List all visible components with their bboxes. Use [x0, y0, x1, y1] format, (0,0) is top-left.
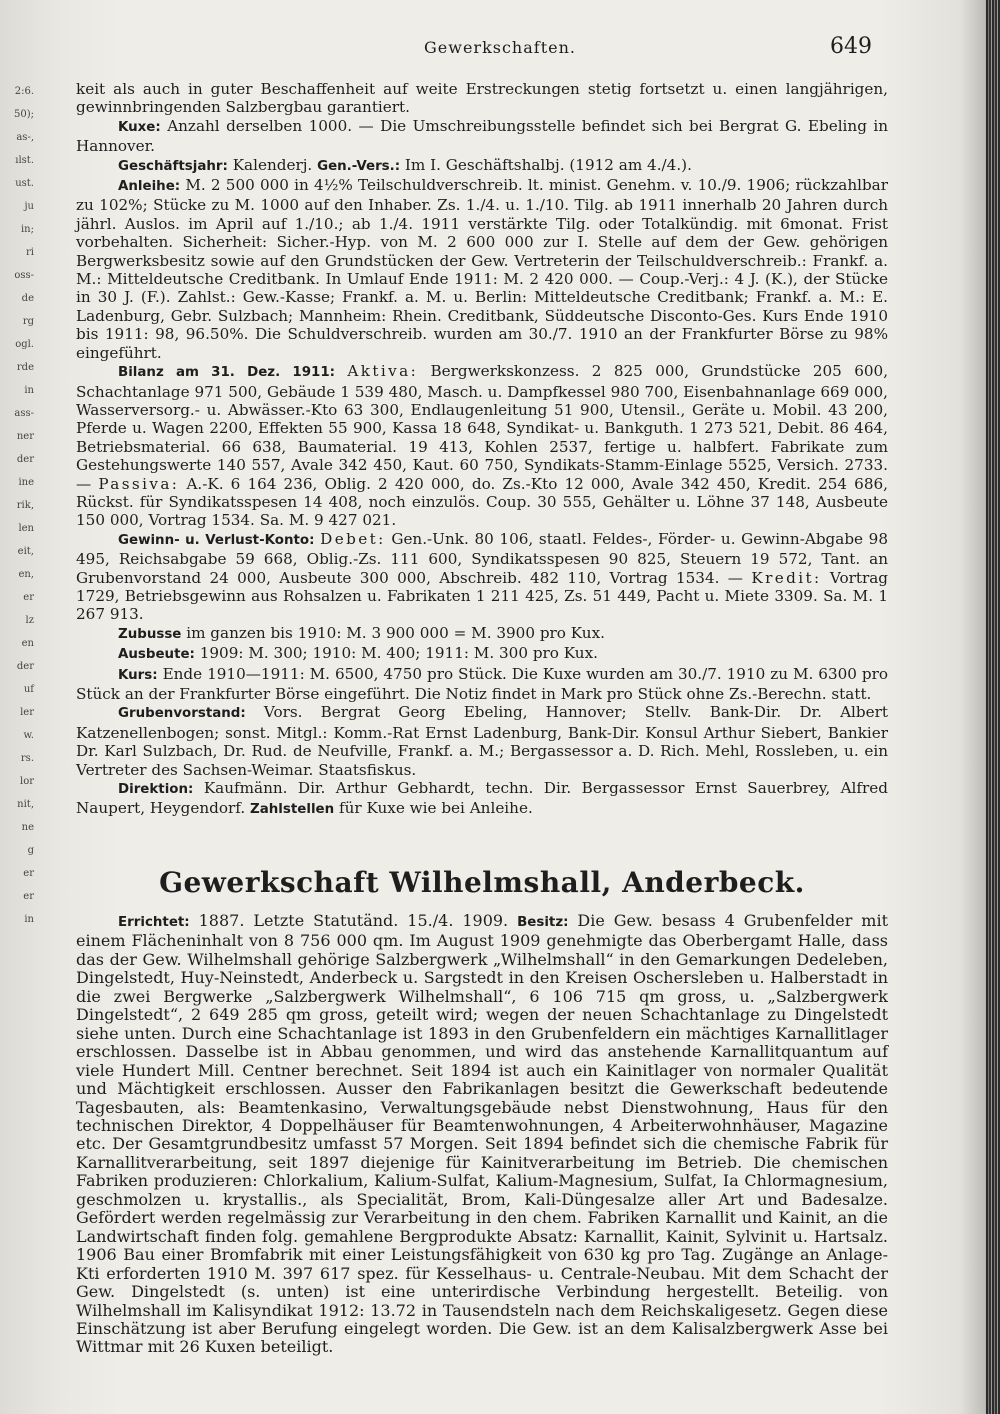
margin-fragment: rs.: [20, 753, 34, 764]
margin-fragment: in: [24, 385, 34, 396]
text-run: Bergwerkskonzess. 2 825 000, Grundstücke 205 600, Schachtanlage 971 500, Gebäude 1 539 480, Masch. u. Dampfkessel 980 700, Eisenbahnanlage 669 000, Wasserversorg.- u. Abwässer.-Kto 63 300, Endlaugenleitung 51 900, Utensil., Geräte u. Mobil. 43 200, Pferde u. Wagen 2200, Effekten 55 900, Kassa 18 648, Syndikat- u. Bankguth. 1 273 521, Debit. 86 464, Betriebsmaterial. 66 638, Baumaterial. 19 413, Kohlen 2537, fertige u. halbfert. Fabrikate zum Gestehungswerte 140 557, Avale 342 450, Kaut. 60 750, Syndikats-Stamm-Einlage 5525, Versich. 2733. —: [76, 362, 889, 493]
margin-fragment: er: [23, 868, 34, 879]
margin-fragment: in: [24, 914, 34, 925]
text-run: 1887. Letzte Statutänd. 15./4. 1909.: [198, 911, 509, 930]
paragraph-guv: [76, 530, 888, 624]
paragraph-geschaeftsjahr: [76, 156, 888, 176]
margin-fragment: lor: [20, 776, 34, 787]
text-run: A.-K. 6 164 236, Oblig. 2 420 000, do. Zs.-Kto 12 000, Avale 342 450, Kredit. 254 686, Rückst. für Syndikatsspesen 14 408, noch einzulös. Coup. 30 555, Gehälter u. Löhne 37 148, Ausbeute 150 000, Vortrag 1534. Sa. M. 9 427 021.: [76, 474, 888, 530]
label: Errichtet:: [118, 915, 190, 930]
paragraph-kuxe: [76, 117, 888, 156]
label: Direktion:: [118, 782, 194, 798]
text-run: M. 2 500 000 in 4½% Teilschuldverschreib. lt. minist. Genehm. v. 10./9. 1906; rückzahlbar zu 102%; Stücke zu M. 1000 auf den Inhaber. Zs. 1./4. u. 1./10. Tilg. ab 1911 innerhalb 20 Jahren durch jährl. Auslos. im April auf 1./10.; ab 1./4. 1911 verstärkte Tilg. oder Totalkündig. mit 6monat. Frist vorbehalten. Sicherheit: Sicher.-Hyp. von M. 2 600 000 zur I. Stelle auf dem der Gew. gehörigen Bergwerksbesitz sowie auf den Grundstücken der Gew. Vertreterin der Teilschuldverschreib.: Frankf. a. M.: Mitteldeutsche Creditbank. In Umlauf Ende 1911: M. 2 420 000. — Coup.-Verj.: 4 J. (K.), der Stücke in 30 J. (F.). Zahlst.: Gew.-Kasse; Frankf. a. M. u. Berlin: Mitteldeutsche Creditbank; Frankf. a. M.: E. Ladenburg, Gebr. Sulzbach; Mannheim: Rhein. Creditbank, Süddeutsche Disconto-Ges. Kurs Ende 1910 bis 1911: 98, 96.50%. Die Schuldverschreib. wurden am 30./7. 1910 an der Frankfurter Börse zu 98% eingeführt.: [76, 176, 888, 362]
text-run: Anzahl derselben 1000. — Die Umschreibungsstelle befindet sich bei Bergrat G. Ebeling in Hannover.: [76, 116, 888, 156]
margin-fragment: rik,: [16, 500, 34, 511]
text-run: Kalenderj.: [232, 155, 313, 174]
margin-fragment: ogl.: [15, 339, 34, 350]
margin-fragment: ler: [20, 707, 34, 718]
margin-fragment: en,: [18, 569, 34, 580]
label: Kurs:: [118, 667, 158, 683]
margin-fragment: ılst.: [15, 155, 34, 166]
label: Anleihe:: [118, 179, 181, 195]
text-run: Ende 1910—1911: M. 6500, 4750 pro Stück. Die Kuxe wurden am 30./7. 1910 zu M. 6300 pro Stück an der Frankfurter Börse eingeführt. Die Notiz findet in Mark pro Stück ohne Zs.-Berechn. statt.: [76, 664, 889, 703]
paragraph-direktion: [76, 779, 888, 820]
label: Zubusse: [118, 626, 182, 642]
label: Zahlstellen: [250, 802, 335, 818]
page-number: 649: [830, 34, 872, 59]
margin-fragment: as-,: [16, 132, 34, 143]
margin-fragment: er: [23, 891, 34, 902]
label: Geschäftsjahr:: [118, 158, 228, 174]
label: Aktiva:: [347, 362, 419, 381]
margin-fragment: 50);: [14, 109, 34, 120]
margin-fragment: er: [23, 592, 34, 603]
text-run: 1909: M. 300; 1910: M. 400; 1911: M. 300 pro Kux.: [199, 644, 598, 663]
label: Bilanz am 31. Dez. 1911:: [118, 365, 336, 381]
running-head: Gewerkschaften.: [424, 38, 576, 57]
label: Gewinn- u. Verlust-Konto:: [118, 532, 315, 548]
margin-fragment: in;: [20, 224, 34, 235]
margin-fragment: de: [21, 293, 34, 304]
margin-fragment: ine: [18, 477, 34, 488]
margin-fragment: len: [18, 523, 34, 534]
text-run: keit als auch in guter Beschaffenheit auf weite Erstreckungen stetig fortsetzt u. einen langjährigen, gewinnbringenden Salzbergbau garantiert.: [76, 80, 888, 117]
text-run: Die Gew. besass 4 Grubenfelder mit einem Flächeninhalt von 8 756 000 qm. Im August 1909 genehmigte das Oberbergamt Halle, dass das der Gew. Wilhelmshall gehörige Salzbergwerk „Wilhelmshall“ in den Gemarkungen Dedeleben, Dingelstedt, Huy-Neinstedt, Anderbeck u. Sargstedt in den Kreisen Oschersleben u. Halberstadt in die zwei Bergwerke „Salzbergwerk Wilhelmshall“, 6 106 715 qm gross, u. „Salzbergwerk Dingelstedt“, 2 649 285 qm gross, geteilt wird; wegen der neuen Schachtanlage zu Dingelstedt siehe unten. Durch eine Schachtanlage ist 1893 in den Grubenfeldern ein mächtiges Karnallitlager erschlossen. Dasselbe ist in Abbau genommen, und wird das anstehende Karnallitquantum auf viele Hundert Mill. Centner berechnet. Seit 1894 ist auch ein Kainitlager von normaler Qualität und Mächtigkeit erschlossen. Ausser den Fabrikanlagen besitzt die Gewerkschaft bedeutende Tagesbauten, als: Beamtenkasino, Verwaltungsgebäude nebst Dienstwohnung, Haus für den technischen Direktor, 4 Doppelhäuser für Beamtenwohnungen, 4 Arbeiterwohnhäuser, Magazine etc. Der Gesamtgrundbesitz umfasst 57 Morgen. Seit 1894 befindet sich die chemische Fabrik für Karnallitverarbeitung, seit 1897 diejenige für Kainitverarbeitung im Betrieb. Die chemischen Fabriken produzieren: Chlorkalium, Kalium-Sulfat, Kalium-Magnesium, Sulfat, Ia Chlormagnesium, geschmolzen u. krystallis., als Specialität, Brom, Kali-Düngesalze aller Art und Badesalze. Gefördert werden regelmässig zur Verarbeitung in den chem. Fabriken Karnallit und Kainit, an die Landwirtschaft finden folg. gemahlene Bergprodukte Absatz: Karnallit, Kainit, Sylvinit u. Hartsalz. 1906 Bau einer Bromfabrik mit einer Leistungsfähigkeit von 630 kg pro Tag. Zugänge an Anlage-Kti erforderten 1910 M. 397 617 spez. für Kesselhaus- u. Centrale-Neubau. Mit dem Schacht der Gew. Dingelstedt (s. unten) ist eine unterirdische Verbindung hergestellt. Beteilig. von Wilhelmshall im Kalisyndikat 1912: 13.72 in Tausendsteln nach dem Reichskaligesetz. Gegen diese Einschätzung ist aber Berufung eingelegt worden. Die Gew. ist an dem Kalisalzbergwerk Asse bei Wittmar mit 26 Kuxen beteiligt.: [76, 911, 889, 1357]
margin-fragment: uf: [23, 684, 34, 695]
margin-fragment: g: [27, 845, 34, 856]
margin-fragment: rg: [22, 316, 34, 327]
page-edge-shadow: [986, 0, 1000, 1414]
margin-fragment: rde: [16, 362, 34, 373]
paragraph-anleihe: [76, 176, 888, 362]
text-run: im ganzen bis 1910: M. 3 900 000 = M. 3900 pro Kux.: [186, 623, 605, 642]
previous-section-text: [76, 80, 888, 820]
margin-fragment: w.: [23, 730, 34, 741]
paragraph-kurs: [76, 665, 888, 704]
paragraph-zubusse: [76, 624, 888, 644]
text-run: Gen.-Unk. 80 106, staatl. Feldes-, Förder- u. Gewinn-Abgabe 98 495, Reichsabgabe 59 668, Oblig.-Zs. 111 600, Syndikatsspesen 90 825, Steuern 19 572, Tant. an Grubenvorstand 24 000, Ausbeute 300 000, Abschreib. 482 110, Vortrag 1534. —: [76, 529, 889, 587]
label: Kredit:: [751, 568, 822, 587]
margin-fragment: lz: [25, 615, 34, 626]
margin-fragment: ne: [21, 822, 34, 833]
margin-fragment: ri: [26, 247, 34, 258]
paragraph: [76, 80, 888, 117]
label: Kuxe:: [118, 119, 161, 135]
margin-fragment: der: [16, 661, 34, 672]
margin-fragment: eit,: [17, 546, 34, 557]
paragraph-bilanz: [76, 362, 888, 530]
margin-fragment: nit,: [17, 799, 34, 810]
margin-fragment: oss-: [14, 270, 34, 281]
text-run: für Kuxe wie bei Anleihe.: [338, 799, 533, 818]
margin-fragment: der: [16, 454, 34, 465]
paragraph-ausbeute: [76, 644, 888, 664]
label: Passiva:: [98, 474, 180, 493]
paragraph-errichtet: [76, 912, 888, 1357]
paragraph-grubenvorstand: [76, 703, 888, 779]
margin-fragment: ust.: [15, 178, 34, 189]
label: Grubenvorstand:: [118, 706, 246, 722]
margin-fragment: en: [21, 638, 34, 649]
margin-fragment: ass-: [14, 408, 34, 419]
label: Gen.-Vers.:: [317, 158, 401, 174]
left-margin-bleed: [0, 80, 40, 925]
text-run: Vors. Bergrat Georg Ebeling, Hannover; Stellv. Bank-Dir. Dr. Albert Katzenellenbogen; sonst. Mitgl.: Komm.-Rat Ernst Ladenburg, Bank-Dir. Konsul Arthur Siebert, Bankier Dr. Karl Sulzbach, Dr. Rud. de Neufville, Frankf. a. M.; Bergassessor a. D. Rich. Mehl, Rossleben, u. ein Vertreter des Sachsen-Weimar. Staatsfiskus.: [76, 703, 888, 779]
new-section-text: [76, 912, 888, 1357]
label: Ausbeute:: [118, 647, 195, 663]
section-title: Gewerkschaft Wilhelmshall, Anderbeck.: [159, 866, 805, 899]
margin-fragment: ner: [16, 431, 34, 442]
text-run: Vortrag 1729, Betriebsgewinn aus Rohsalzen u. Fabrikaten 1 211 425, Zs. 51 449, Pacht u. Miete 3309. Sa. M. 1 267 913.: [76, 568, 889, 624]
text-run: Kaufmänn. Dir. Arthur Gebhardt, techn. Dir. Bergassessor Ernst Sauerbrey, Alfred Naupert, Heygendorf.: [76, 779, 889, 818]
label: Debet:: [320, 529, 386, 548]
margin-fragment: ju: [24, 201, 34, 212]
text-run: Im I. Geschäftshalbj. (1912 am 4./4.).: [404, 155, 692, 174]
label: Besitz:: [517, 915, 569, 930]
margin-fragment: 2:6.: [14, 86, 34, 97]
